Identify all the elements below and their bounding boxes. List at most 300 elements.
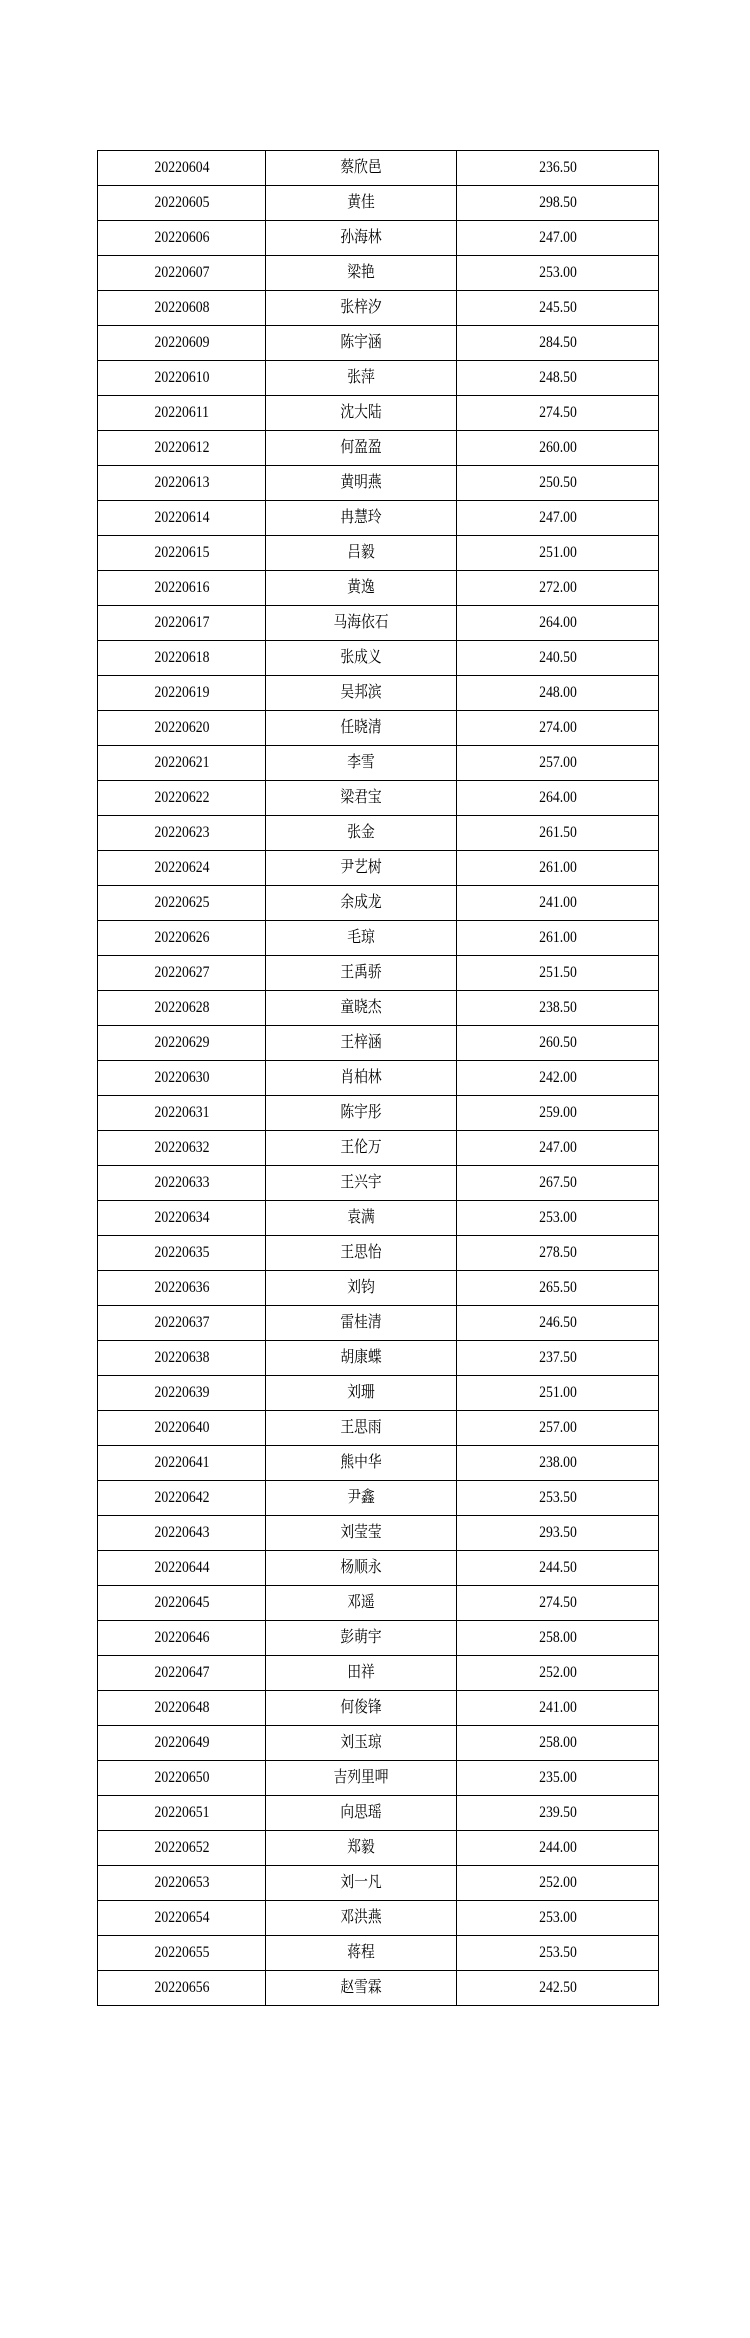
candidate-name-cell (266, 921, 457, 956)
exam-number-text: 20220655 (153, 1944, 210, 1961)
candidate-name-cell (266, 1306, 457, 1341)
table-row (98, 1166, 659, 1201)
score-text: 244.00 (538, 1839, 577, 1856)
table-row (98, 1096, 659, 1131)
table-row (98, 1236, 659, 1271)
exam-number-text: 20220607 (153, 264, 210, 281)
score-text: 242.50 (538, 1979, 577, 1996)
exam-number-text: 20220630 (153, 1069, 210, 1086)
exam-number-cell (98, 1761, 266, 1796)
exam-number-text: 20220652 (153, 1839, 210, 1856)
exam-number-text: 20220644 (153, 1559, 210, 1576)
score-text: 247.00 (538, 1139, 577, 1156)
score-text: 265.50 (538, 1279, 577, 1296)
exam-number-text: 20220638 (153, 1349, 210, 1366)
candidate-name-cell (266, 431, 457, 466)
score-cell (457, 1971, 659, 2006)
table-row (98, 326, 659, 361)
exam-number-cell (98, 1551, 266, 1586)
table-row (98, 676, 659, 711)
candidate-name-cell (266, 1656, 457, 1691)
table-row (98, 1551, 659, 1586)
candidate-name-text: 蔡欣邑 (340, 159, 382, 176)
score-cell (457, 1551, 659, 1586)
candidate-name-text: 田祥 (347, 1664, 375, 1681)
candidate-name-text: 王禹骄 (340, 964, 382, 981)
exam-number-text: 20220646 (153, 1629, 210, 1646)
score-cell (457, 641, 659, 676)
score-text: 298.50 (538, 194, 577, 211)
candidate-name-text: 邓洪燕 (340, 1909, 382, 1926)
score-cell (457, 606, 659, 641)
candidate-name-text: 李雪 (347, 754, 375, 771)
score-cell (457, 956, 659, 991)
score-cell (457, 1761, 659, 1796)
table-row (98, 536, 659, 571)
candidate-name-text: 熊中华 (340, 1454, 382, 1471)
candidate-name-text: 黄佳 (347, 194, 375, 211)
exam-number-cell (98, 536, 266, 571)
candidate-name-cell (266, 1376, 457, 1411)
score-cell (457, 991, 659, 1026)
candidate-name-text: 陈宇涵 (340, 334, 382, 351)
candidate-name-text: 刘一凡 (340, 1874, 382, 1891)
score-text: 260.00 (538, 439, 577, 456)
table-row (98, 711, 659, 746)
exam-number-cell (98, 1656, 266, 1691)
candidate-name-text: 何盈盈 (340, 439, 382, 456)
table-row (98, 1516, 659, 1551)
table-row (98, 151, 659, 186)
score-cell (457, 1376, 659, 1411)
candidate-name-text: 邓遥 (347, 1594, 375, 1611)
score-cell (457, 1341, 659, 1376)
score-cell (457, 1131, 659, 1166)
exam-number-text: 20220604 (153, 159, 210, 176)
exam-number-text: 20220629 (153, 1034, 210, 1051)
candidate-name-cell (266, 1446, 457, 1481)
table-row (98, 291, 659, 326)
candidate-name-text: 刘钧 (347, 1279, 375, 1296)
exam-number-text: 20220617 (153, 614, 210, 631)
score-text: 284.50 (538, 334, 577, 351)
score-text: 250.50 (538, 474, 577, 491)
score-cell (457, 676, 659, 711)
exam-number-text: 20220610 (153, 369, 210, 386)
score-text: 257.00 (538, 754, 577, 771)
candidate-name-cell (266, 1131, 457, 1166)
exam-number-text: 20220648 (153, 1699, 210, 1716)
exam-number-cell (98, 256, 266, 291)
exam-number-cell (98, 466, 266, 501)
score-text: 251.00 (538, 544, 577, 561)
exam-number-text: 20220627 (153, 964, 210, 981)
score-cell (457, 1516, 659, 1551)
exam-number-text: 20220654 (153, 1909, 210, 1926)
score-cell (457, 361, 659, 396)
candidate-name-cell (266, 1971, 457, 2006)
score-cell (457, 1691, 659, 1726)
table-row (98, 466, 659, 501)
exam-number-text: 20220609 (153, 334, 210, 351)
table-row (98, 186, 659, 221)
candidate-name-text: 尹艺树 (340, 859, 382, 876)
exam-number-cell (98, 1516, 266, 1551)
table-row (98, 1691, 659, 1726)
candidate-name-cell (266, 396, 457, 431)
score-text: 258.00 (538, 1629, 577, 1646)
candidate-name-cell (266, 536, 457, 571)
candidate-name-cell (266, 1026, 457, 1061)
exam-number-cell (98, 1201, 266, 1236)
exam-number-cell (98, 501, 266, 536)
exam-number-text: 20220647 (153, 1664, 210, 1681)
exam-number-text: 20220624 (153, 859, 210, 876)
exam-number-cell (98, 1306, 266, 1341)
exam-number-cell (98, 606, 266, 641)
candidate-name-cell (266, 1061, 457, 1096)
exam-number-cell (98, 361, 266, 396)
score-text: 253.00 (538, 1209, 577, 1226)
exam-number-text: 20220637 (153, 1314, 210, 1331)
exam-number-cell (98, 151, 266, 186)
score-cell (457, 1656, 659, 1691)
exam-number-cell (98, 1131, 266, 1166)
score-cell (457, 571, 659, 606)
exam-number-cell (98, 1271, 266, 1306)
exam-number-text: 20220632 (153, 1139, 210, 1156)
score-cell (457, 326, 659, 361)
table-row (98, 1901, 659, 1936)
exam-number-cell (98, 221, 266, 256)
score-cell (457, 1796, 659, 1831)
candidate-name-cell (266, 1516, 457, 1551)
candidate-name-cell (266, 711, 457, 746)
candidate-name-text: 张梓汐 (340, 299, 382, 316)
candidate-name-text: 吕毅 (347, 544, 375, 561)
candidate-name-cell (266, 991, 457, 1026)
exam-number-cell (98, 816, 266, 851)
table-row (98, 361, 659, 396)
exam-number-cell (98, 1796, 266, 1831)
candidate-name-cell (266, 256, 457, 291)
exam-number-text: 20220616 (153, 579, 210, 596)
candidate-name-cell (266, 1761, 457, 1796)
candidate-name-text: 张萍 (347, 369, 375, 386)
score-text: 241.00 (538, 1699, 577, 1716)
score-text: 267.50 (538, 1174, 577, 1191)
candidate-name-cell (266, 886, 457, 921)
exam-number-text: 20220640 (153, 1419, 210, 1436)
exam-number-text: 20220650 (153, 1769, 210, 1786)
score-cell (457, 291, 659, 326)
table-row (98, 1411, 659, 1446)
table-row (98, 956, 659, 991)
exam-number-cell (98, 396, 266, 431)
candidate-name-cell (266, 816, 457, 851)
candidate-name-text: 彭萌宇 (340, 1629, 382, 1646)
exam-number-cell (98, 1901, 266, 1936)
score-text: 274.50 (538, 404, 577, 421)
candidate-name-cell (266, 1411, 457, 1446)
table-row (98, 1936, 659, 1971)
candidate-name-cell (266, 781, 457, 816)
candidate-name-text: 王思雨 (340, 1419, 382, 1436)
score-cell (457, 1481, 659, 1516)
exam-number-text: 20220626 (153, 929, 210, 946)
table-row (98, 1376, 659, 1411)
exam-number-cell (98, 1446, 266, 1481)
candidate-name-text: 王思怡 (340, 1244, 382, 1261)
score-cell (457, 466, 659, 501)
candidate-name-text: 张金 (347, 824, 375, 841)
score-cell (457, 1831, 659, 1866)
candidate-name-text: 余成龙 (340, 894, 382, 911)
table-row (98, 1061, 659, 1096)
score-cell (457, 1446, 659, 1481)
score-cell (457, 1411, 659, 1446)
candidate-name-cell (266, 466, 457, 501)
score-cell (457, 1096, 659, 1131)
exam-number-cell (98, 1096, 266, 1131)
exam-number-cell (98, 1376, 266, 1411)
exam-number-text: 20220653 (153, 1874, 210, 1891)
candidate-name-text: 胡康蝶 (340, 1349, 382, 1366)
table-row (98, 1656, 659, 1691)
exam-number-cell (98, 431, 266, 466)
candidate-name-cell (266, 1621, 457, 1656)
exam-number-text: 20220612 (153, 439, 210, 456)
candidate-name-text: 王兴宇 (340, 1174, 382, 1191)
score-cell (457, 746, 659, 781)
score-cell (457, 1901, 659, 1936)
score-text: 258.00 (538, 1734, 577, 1751)
candidate-name-cell (266, 571, 457, 606)
exam-number-cell (98, 1481, 266, 1516)
table-row (98, 1201, 659, 1236)
candidate-name-text: 肖柏林 (340, 1069, 382, 1086)
score-cell (457, 1166, 659, 1201)
exam-number-text: 20220622 (153, 789, 210, 806)
score-text: 238.50 (538, 999, 577, 1016)
candidate-name-text: 梁艳 (347, 264, 375, 281)
candidate-name-cell (266, 746, 457, 781)
score-text: 274.00 (538, 719, 577, 736)
table-row (98, 886, 659, 921)
table-row (98, 606, 659, 641)
exam-number-cell (98, 1621, 266, 1656)
score-text: 251.00 (538, 1384, 577, 1401)
candidate-name-cell (266, 326, 457, 361)
candidate-name-text: 王梓涵 (340, 1034, 382, 1051)
exam-number-text: 20220614 (153, 509, 210, 526)
candidate-name-text: 吴邦滨 (340, 684, 382, 701)
table-row (98, 851, 659, 886)
candidate-name-cell (266, 851, 457, 886)
table-row (98, 1586, 659, 1621)
candidate-name-text: 蒋程 (347, 1944, 375, 1961)
score-cell (457, 1271, 659, 1306)
table-row (98, 1971, 659, 2006)
exam-number-cell (98, 921, 266, 956)
candidate-name-cell (266, 1796, 457, 1831)
table-row (98, 1831, 659, 1866)
table-row (98, 1796, 659, 1831)
table-row (98, 1271, 659, 1306)
candidate-name-text: 雷桂清 (340, 1314, 382, 1331)
exam-number-text: 20220649 (153, 1734, 210, 1751)
exam-number-cell (98, 1166, 266, 1201)
score-text: 252.00 (538, 1874, 577, 1891)
candidate-name-text: 冉慧玲 (340, 509, 382, 526)
score-text: 261.50 (538, 824, 577, 841)
table-row (98, 1866, 659, 1901)
exam-number-cell (98, 711, 266, 746)
table-row (98, 1761, 659, 1796)
candidate-name-cell (266, 1341, 457, 1376)
table-row (98, 1481, 659, 1516)
table-row (98, 431, 659, 466)
exam-number-cell (98, 781, 266, 816)
candidate-name-cell (266, 1096, 457, 1131)
candidate-name-text: 赵雪霖 (340, 1979, 382, 1996)
exam-number-text: 20220606 (153, 229, 210, 246)
score-text: 242.00 (538, 1069, 577, 1086)
exam-number-text: 20220633 (153, 1174, 210, 1191)
candidate-name-text: 任晓清 (340, 719, 382, 736)
candidate-name-text: 何俊锋 (340, 1699, 382, 1716)
candidate-name-cell (266, 1691, 457, 1726)
candidate-name-text: 张成义 (340, 649, 382, 666)
exam-number-cell (98, 1061, 266, 1096)
candidate-name-cell (266, 641, 457, 676)
score-text: 244.50 (538, 1559, 577, 1576)
candidate-name-cell (266, 1726, 457, 1761)
candidate-name-cell (266, 1831, 457, 1866)
exam-number-cell (98, 1026, 266, 1061)
score-text: 257.00 (538, 1419, 577, 1436)
exam-number-text: 20220635 (153, 1244, 210, 1261)
score-table (97, 150, 659, 2006)
table-row (98, 1726, 659, 1761)
score-cell (457, 921, 659, 956)
candidate-name-text: 刘玉琼 (340, 1734, 382, 1751)
score-cell (457, 711, 659, 746)
exam-number-text: 20220634 (153, 1209, 210, 1226)
exam-number-text: 20220645 (153, 1594, 210, 1611)
candidate-name-cell (266, 221, 457, 256)
exam-number-text: 20220615 (153, 544, 210, 561)
score-cell (457, 1236, 659, 1271)
exam-number-cell (98, 991, 266, 1026)
exam-number-text: 20220642 (153, 1489, 210, 1506)
score-table-body (98, 151, 659, 2006)
score-cell (457, 1621, 659, 1656)
score-text: 261.00 (538, 929, 577, 946)
candidate-name-text: 马海依石 (333, 614, 389, 631)
exam-number-text: 20220623 (153, 824, 210, 841)
score-cell (457, 1866, 659, 1901)
table-row (98, 746, 659, 781)
exam-number-cell (98, 1866, 266, 1901)
score-text: 239.50 (538, 1804, 577, 1821)
score-cell (457, 396, 659, 431)
exam-number-text: 20220636 (153, 1279, 210, 1296)
exam-number-cell (98, 1236, 266, 1271)
score-cell (457, 816, 659, 851)
exam-number-cell (98, 851, 266, 886)
exam-number-text: 20220628 (153, 999, 210, 1016)
exam-number-text: 20220621 (153, 754, 210, 771)
score-text: 247.00 (538, 509, 577, 526)
score-text: 235.00 (538, 1769, 577, 1786)
exam-number-cell (98, 956, 266, 991)
score-cell (457, 1201, 659, 1236)
score-text: 246.50 (538, 1314, 577, 1331)
table-row (98, 1446, 659, 1481)
candidate-name-cell (266, 1586, 457, 1621)
exam-number-text: 20220611 (154, 404, 209, 421)
score-cell (457, 1586, 659, 1621)
exam-number-text: 20220605 (153, 194, 210, 211)
exam-number-cell (98, 186, 266, 221)
score-cell (457, 1306, 659, 1341)
score-text: 261.00 (538, 859, 577, 876)
candidate-name-cell (266, 151, 457, 186)
exam-number-cell (98, 326, 266, 361)
candidate-name-cell (266, 676, 457, 711)
candidate-name-text: 郑毅 (347, 1839, 375, 1856)
exam-number-cell (98, 1726, 266, 1761)
candidate-name-cell (266, 186, 457, 221)
exam-number-text: 20220639 (153, 1384, 210, 1401)
exam-number-cell (98, 1586, 266, 1621)
table-row (98, 571, 659, 606)
score-cell (457, 1726, 659, 1761)
candidate-name-cell (266, 361, 457, 396)
candidate-name-text: 袁满 (347, 1209, 375, 1226)
score-text: 248.50 (538, 369, 577, 386)
candidate-name-text: 黄明燕 (340, 474, 382, 491)
exam-number-cell (98, 1831, 266, 1866)
candidate-name-cell (266, 291, 457, 326)
candidate-name-text: 梁君宝 (340, 789, 382, 806)
exam-number-cell (98, 291, 266, 326)
candidate-name-cell (266, 1236, 457, 1271)
candidate-name-text: 童晓杰 (340, 999, 382, 1016)
score-text: 264.00 (538, 789, 577, 806)
score-text: 238.00 (538, 1454, 577, 1471)
exam-number-text: 20220625 (153, 894, 210, 911)
score-text: 253.00 (538, 1909, 577, 1926)
score-text: 259.00 (538, 1104, 577, 1121)
exam-number-text: 20220631 (153, 1104, 210, 1121)
score-text: 240.50 (538, 649, 577, 666)
score-cell (457, 186, 659, 221)
exam-number-text: 20220643 (153, 1524, 210, 1541)
candidate-name-cell (266, 1166, 457, 1201)
table-row (98, 991, 659, 1026)
table-row (98, 396, 659, 431)
exam-number-text: 20220651 (153, 1804, 210, 1821)
table-row (98, 221, 659, 256)
candidate-name-cell (266, 1481, 457, 1516)
score-cell (457, 1061, 659, 1096)
table-row (98, 1131, 659, 1166)
candidate-name-text: 黄逸 (347, 579, 375, 596)
score-text: 260.50 (538, 1034, 577, 1051)
score-cell (457, 256, 659, 291)
